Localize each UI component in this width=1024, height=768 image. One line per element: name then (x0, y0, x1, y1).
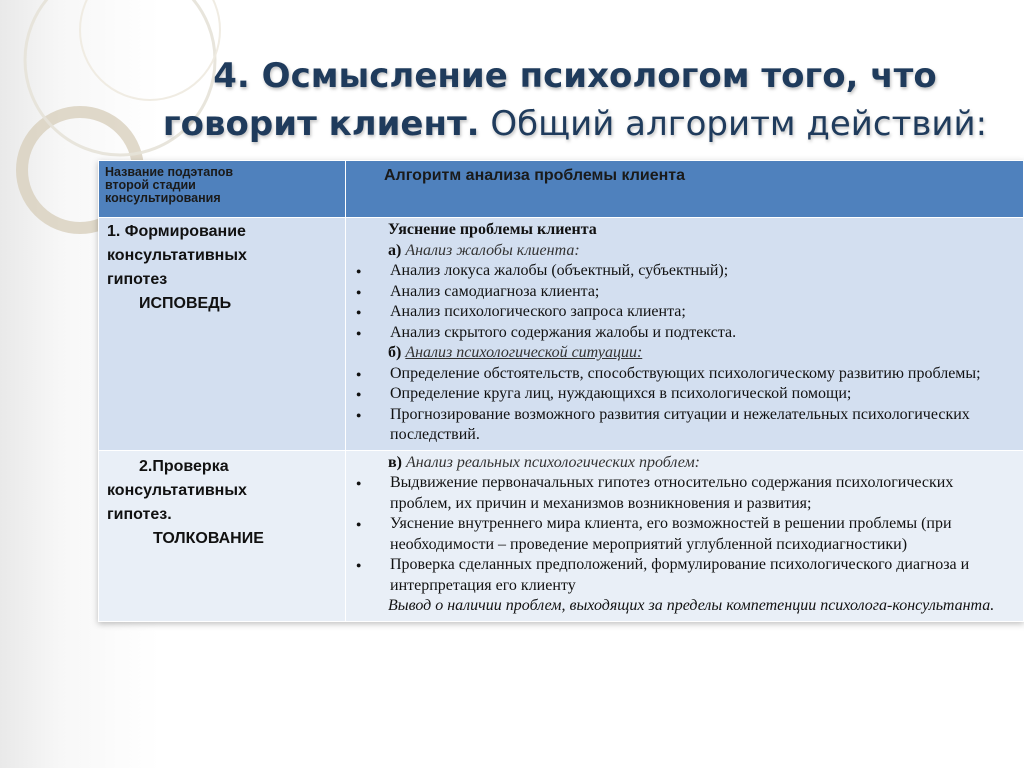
title-regular-part: Общий алгоритм действий: (490, 104, 988, 144)
title-bold-part: 4. Осмысление психологом того, что говорит клиент. (162, 56, 937, 144)
header-col1-line: Название подэтапов (105, 165, 234, 179)
section-b-list (352, 364, 1017, 446)
list-item: ● Определение обстоятельств, способствующих психологическому развитию проблемы; (352, 364, 1017, 385)
list-item: ● Проверка сделанных предположений, формулирование психологического диагноза и интерпретация его клиенту (352, 555, 1017, 596)
stage-line: гипотез. (107, 505, 172, 523)
section-a-label: а) (388, 241, 402, 259)
stage-line: гипотез (107, 271, 168, 288)
header-col1-line: второй стадии (105, 178, 196, 192)
stage-cell (99, 450, 346, 621)
section-c-label: в) (388, 453, 402, 471)
stage-name: ТОЛКОВАНИЕ (153, 529, 264, 547)
conclusion-text: Вывод о наличии проблем, выходящих за пределы компетенции психолога-консультанта. (388, 597, 995, 614)
section-a-title (352, 241, 1017, 262)
section-b-text: Анализ психологической ситуации: (405, 344, 643, 361)
table-header-row (99, 161, 1024, 218)
section-c-text: Анализ реальных психологических проблем: (405, 453, 701, 471)
table-row (99, 450, 1024, 621)
section-b-label: б) (388, 344, 402, 361)
section-c-title (352, 453, 1017, 474)
list-item: ● Анализ психологического запроса клиента; (352, 302, 1017, 323)
list-item: ● Выдвижение первоначальных гипотез относительно содержания психологических проблем, их причин и механизмов возникновения и развития; (352, 473, 1017, 514)
header-cell-algorithm (346, 161, 1024, 218)
header-cell-substages (99, 161, 346, 218)
header-col1-line: консультирования (105, 191, 221, 205)
slide-title (150, 52, 1000, 148)
list-item: ● Определение круга лиц, нуждающихся в психологической помощи; (352, 384, 1017, 405)
algorithm-cell (346, 450, 1024, 621)
algorithm-table (98, 160, 1024, 622)
list-item: ● Прогнозирование возможного развития ситуации и нежелательных психологических последствий. (352, 405, 1017, 446)
stage-name: ИСПОВЕДЬ (139, 295, 232, 312)
section-a-list (352, 261, 1017, 343)
stage-line: 1. Формирование (107, 223, 246, 240)
table-row (99, 218, 1024, 451)
list-item: ● Анализ локуса жалобы (объектный, субъектный); (352, 261, 1017, 282)
section-heading: Уяснение проблемы клиента (388, 221, 597, 238)
stage-line: 2.Проверка (139, 457, 229, 475)
stage-line: консультативных (107, 481, 247, 499)
section-b-title (352, 343, 1017, 364)
list-item: ● Анализ скрытого содержания жалобы и подтекста. (352, 323, 1017, 344)
section-c-list (352, 473, 1017, 596)
list-item: ● Анализ самодиагноза клиента; (352, 282, 1017, 303)
stage-line: консультативных (107, 247, 247, 264)
list-item: ● Уяснение внутреннего мира клиента, его возможностей в решении проблемы (при необходимости – проведение мероприятий углубленной психодиагностики) (352, 514, 1017, 555)
header-col2-text: Алгоритм анализа проблемы клиента (384, 167, 685, 184)
section-a-text: Анализ жалобы клиента: (405, 241, 580, 259)
stage-cell (99, 218, 346, 451)
algorithm-cell (346, 218, 1024, 451)
